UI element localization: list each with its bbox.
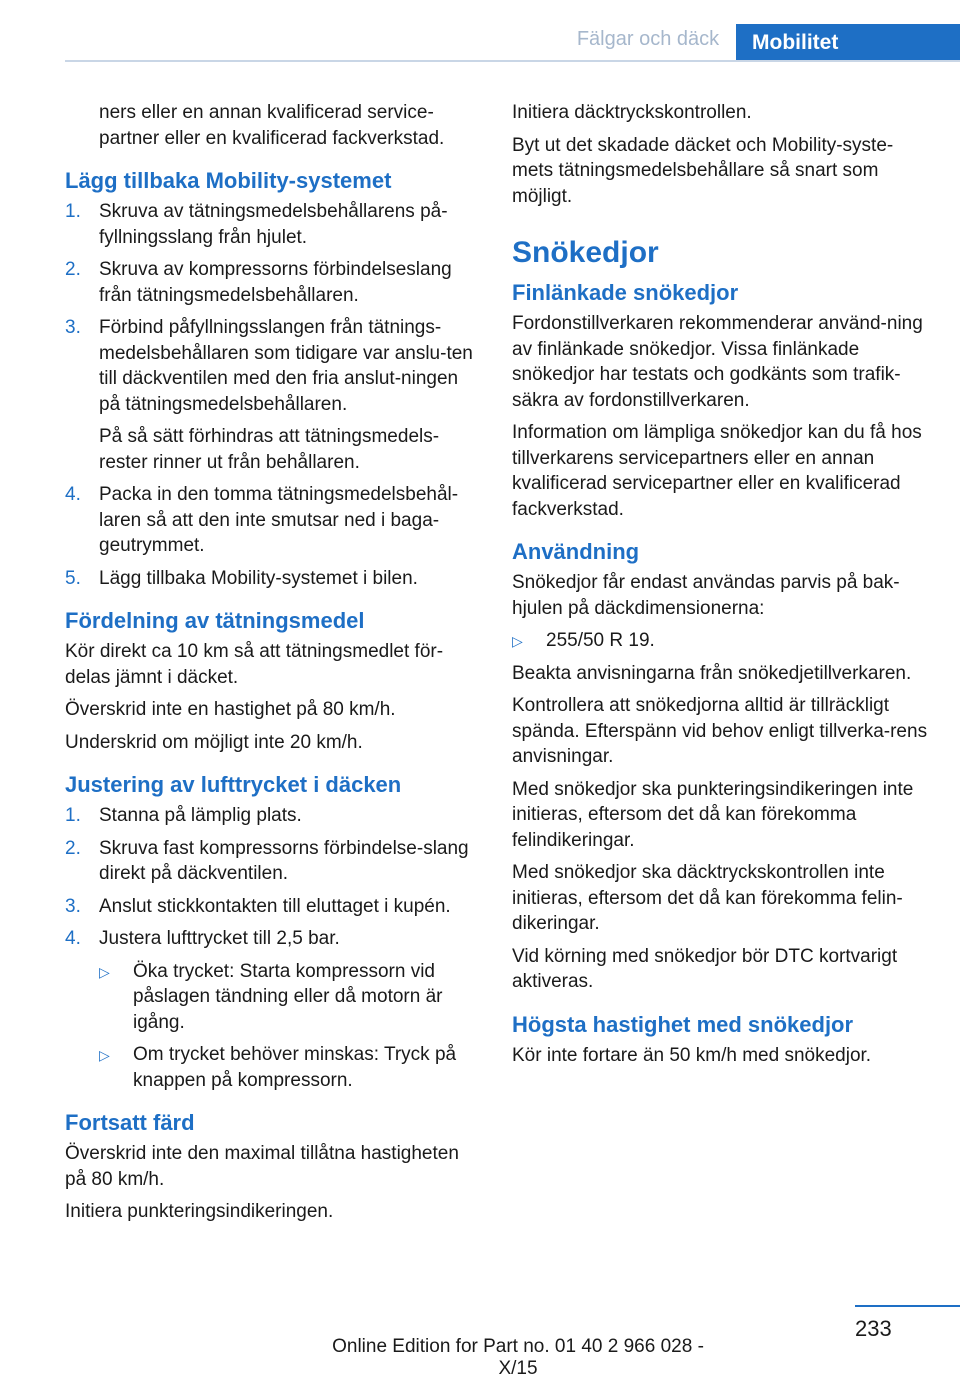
sub-item-text: Om trycket behöver minskas: Tryck på knappen på kompressorn. bbox=[133, 1044, 457, 1091]
step-note: På så sätt förhindras att tätningsmedels-rester rinner ut från behållaren. bbox=[99, 426, 440, 473]
step-text: Anslut stickkontakten till eluttaget i kupén. bbox=[99, 895, 451, 917]
list-item bbox=[65, 257, 480, 308]
list-item bbox=[65, 926, 480, 1093]
paragraph: Underskrid om möjligt inte 20 km/h. bbox=[65, 731, 363, 753]
list-item bbox=[65, 894, 480, 920]
list-item bbox=[65, 199, 480, 250]
paragraph: Information om lämpliga snökedjor kan du få hos tillverkarens servicepartners eller en annan kvalificerad servicepartner eller en kvalificerad fackverkstad. bbox=[512, 422, 922, 520]
sub-list-item bbox=[99, 1042, 480, 1093]
section-heading: Högsta hastighet med snökedjor bbox=[512, 1011, 854, 1037]
section-heading: Fortsatt färd bbox=[65, 1110, 195, 1135]
list-item bbox=[65, 836, 480, 887]
paragraph: Överskrid inte den maximal tillåtna hastigheten på 80 km/h. bbox=[65, 1143, 459, 1190]
header-divider bbox=[65, 60, 960, 62]
right-column bbox=[512, 100, 932, 1075]
step-number: 1. bbox=[65, 201, 81, 222]
step-number: 3. bbox=[65, 317, 81, 338]
sub-list bbox=[99, 959, 480, 1094]
page-number: 233 bbox=[855, 1316, 892, 1341]
sub-item-text: Öka trycket: Starta kompressorn vid påslagen tändning eller då motorn är igång. bbox=[133, 960, 443, 1033]
section-heading: Lägg tillbaka Mobility-systemet bbox=[65, 168, 392, 193]
step-number: 4. bbox=[65, 928, 81, 949]
steps-list bbox=[65, 803, 480, 1093]
list-item bbox=[65, 482, 480, 559]
paragraph: Byt ut det skadade däcket och Mobility-syste-mets tätningsmedelsbehållare så snart som möjligt. bbox=[512, 134, 894, 207]
paragraph: Initiera däcktryckskontrollen. bbox=[512, 102, 752, 123]
paragraph: Initiera punkteringsindikeringen. bbox=[65, 1201, 334, 1222]
step-text: Stanna på lämplig plats. bbox=[99, 805, 302, 826]
step-number: 2. bbox=[65, 837, 81, 859]
step-text: Justera lufttrycket till 2,5 bar. bbox=[99, 928, 340, 949]
paragraph: Med snökedjor ska punkteringsindikeringen inte initieras, eftersom det då kan förekomma felindikeringar. bbox=[512, 778, 914, 851]
edition-note: Online Edition for Part no. 01 40 2 966 028 - X/15 bbox=[332, 1336, 704, 1379]
list-item bbox=[65, 315, 480, 475]
step-text: Packa in den tomma tätningsmedelsbehål-laren så att den inte smutsar ned i baga-geutrymmet. bbox=[99, 484, 459, 556]
step-text: Skruva fast kompressorns förbindelse-slang direkt på däckventilen. bbox=[99, 837, 469, 884]
tab-prev-section[interactable]: Fälgar och däck bbox=[576, 28, 720, 50]
step-text: Förbind påfyllningsslangen från tätnings-medelsbehållaren som tidigare var anslu-ten till däckventilen med den fria anslut-ningen på tätningsmedelsbehållaren. bbox=[99, 317, 473, 415]
tab-current-section[interactable]: Mobilitet bbox=[736, 24, 960, 62]
triangle-bullet-icon: ▷ bbox=[99, 963, 110, 980]
sub-list-item bbox=[99, 959, 480, 1036]
step-number: 2. bbox=[65, 259, 81, 280]
triangle-bullet-icon: ▷ bbox=[512, 633, 523, 649]
triangle-bullet-icon: ▷ bbox=[99, 1047, 110, 1063]
paragraph: Vid körning med snökedjor bör DTC kortvarigt aktiveras. bbox=[512, 945, 898, 992]
left-column bbox=[65, 100, 480, 1232]
paragraph: Snökedjor får endast användas parvis på bak-hjulen på däckdimensionerna: bbox=[512, 572, 900, 619]
list-item bbox=[65, 566, 480, 592]
chapter-heading: Snökedjor bbox=[512, 236, 659, 269]
step-text: Skruva av tätningsmedelsbehållarens på-fyllningsslang från hjulet. bbox=[99, 201, 448, 248]
bullet-text: 255/50 R 19. bbox=[546, 630, 655, 651]
paragraph: Kör direkt ca 10 km så att tätningsmedlet för-delas jämnt i däcket. bbox=[65, 641, 444, 688]
section-heading: Fördelning av tätningsmedel bbox=[65, 608, 365, 633]
step-number: 4. bbox=[65, 484, 81, 505]
list-item bbox=[65, 803, 480, 829]
section-heading: Finlänkade snökedjor bbox=[512, 280, 739, 305]
paragraph: Fordonstillverkaren rekommenderar använd-ning av finlänkade snökedjor. Vissa finlänkade snökedjor har testats och godkänts som trafik-säkra av fordonstillverkaren. bbox=[512, 313, 923, 411]
paragraph: Kör inte fortare än 50 km/h med snökedjor. bbox=[512, 1044, 872, 1066]
step-text: Lägg tillbaka Mobility-systemet i bilen. bbox=[99, 567, 418, 589]
section-heading: Justering av lufttrycket i däcken bbox=[65, 772, 402, 797]
step-number: 1. bbox=[65, 805, 81, 826]
paragraph: Kontrollera att snökedjorna alltid är tillräckligt spända. Efterspänn vid behov enligt tillverka-rens anvisningar. bbox=[512, 695, 928, 767]
paragraph: Överskrid inte en hastighet på 80 km/h. bbox=[65, 699, 396, 720]
step-number: 5. bbox=[65, 567, 81, 589]
list-item bbox=[512, 628, 932, 654]
bullet-list bbox=[512, 628, 932, 654]
step-text: Skruva av kompressorns förbindelseslang från tätningsmedelsbehållaren. bbox=[99, 259, 452, 306]
paragraph: Med snökedjor ska däcktryckskontrollen inte initieras, eftersom det då kan förekomma felin-dikeringar. bbox=[512, 862, 903, 934]
steps-list bbox=[65, 199, 480, 591]
footer-divider bbox=[855, 1305, 960, 1307]
intro-text: ners eller en annan kvalificerad service-partner eller en kvalificerad fackverkstad. bbox=[99, 102, 445, 149]
section-heading: Användning bbox=[512, 539, 640, 564]
paragraph: Beakta anvisningarna från snökedjetillverkaren. bbox=[512, 662, 912, 684]
step-number: 3. bbox=[65, 895, 81, 917]
